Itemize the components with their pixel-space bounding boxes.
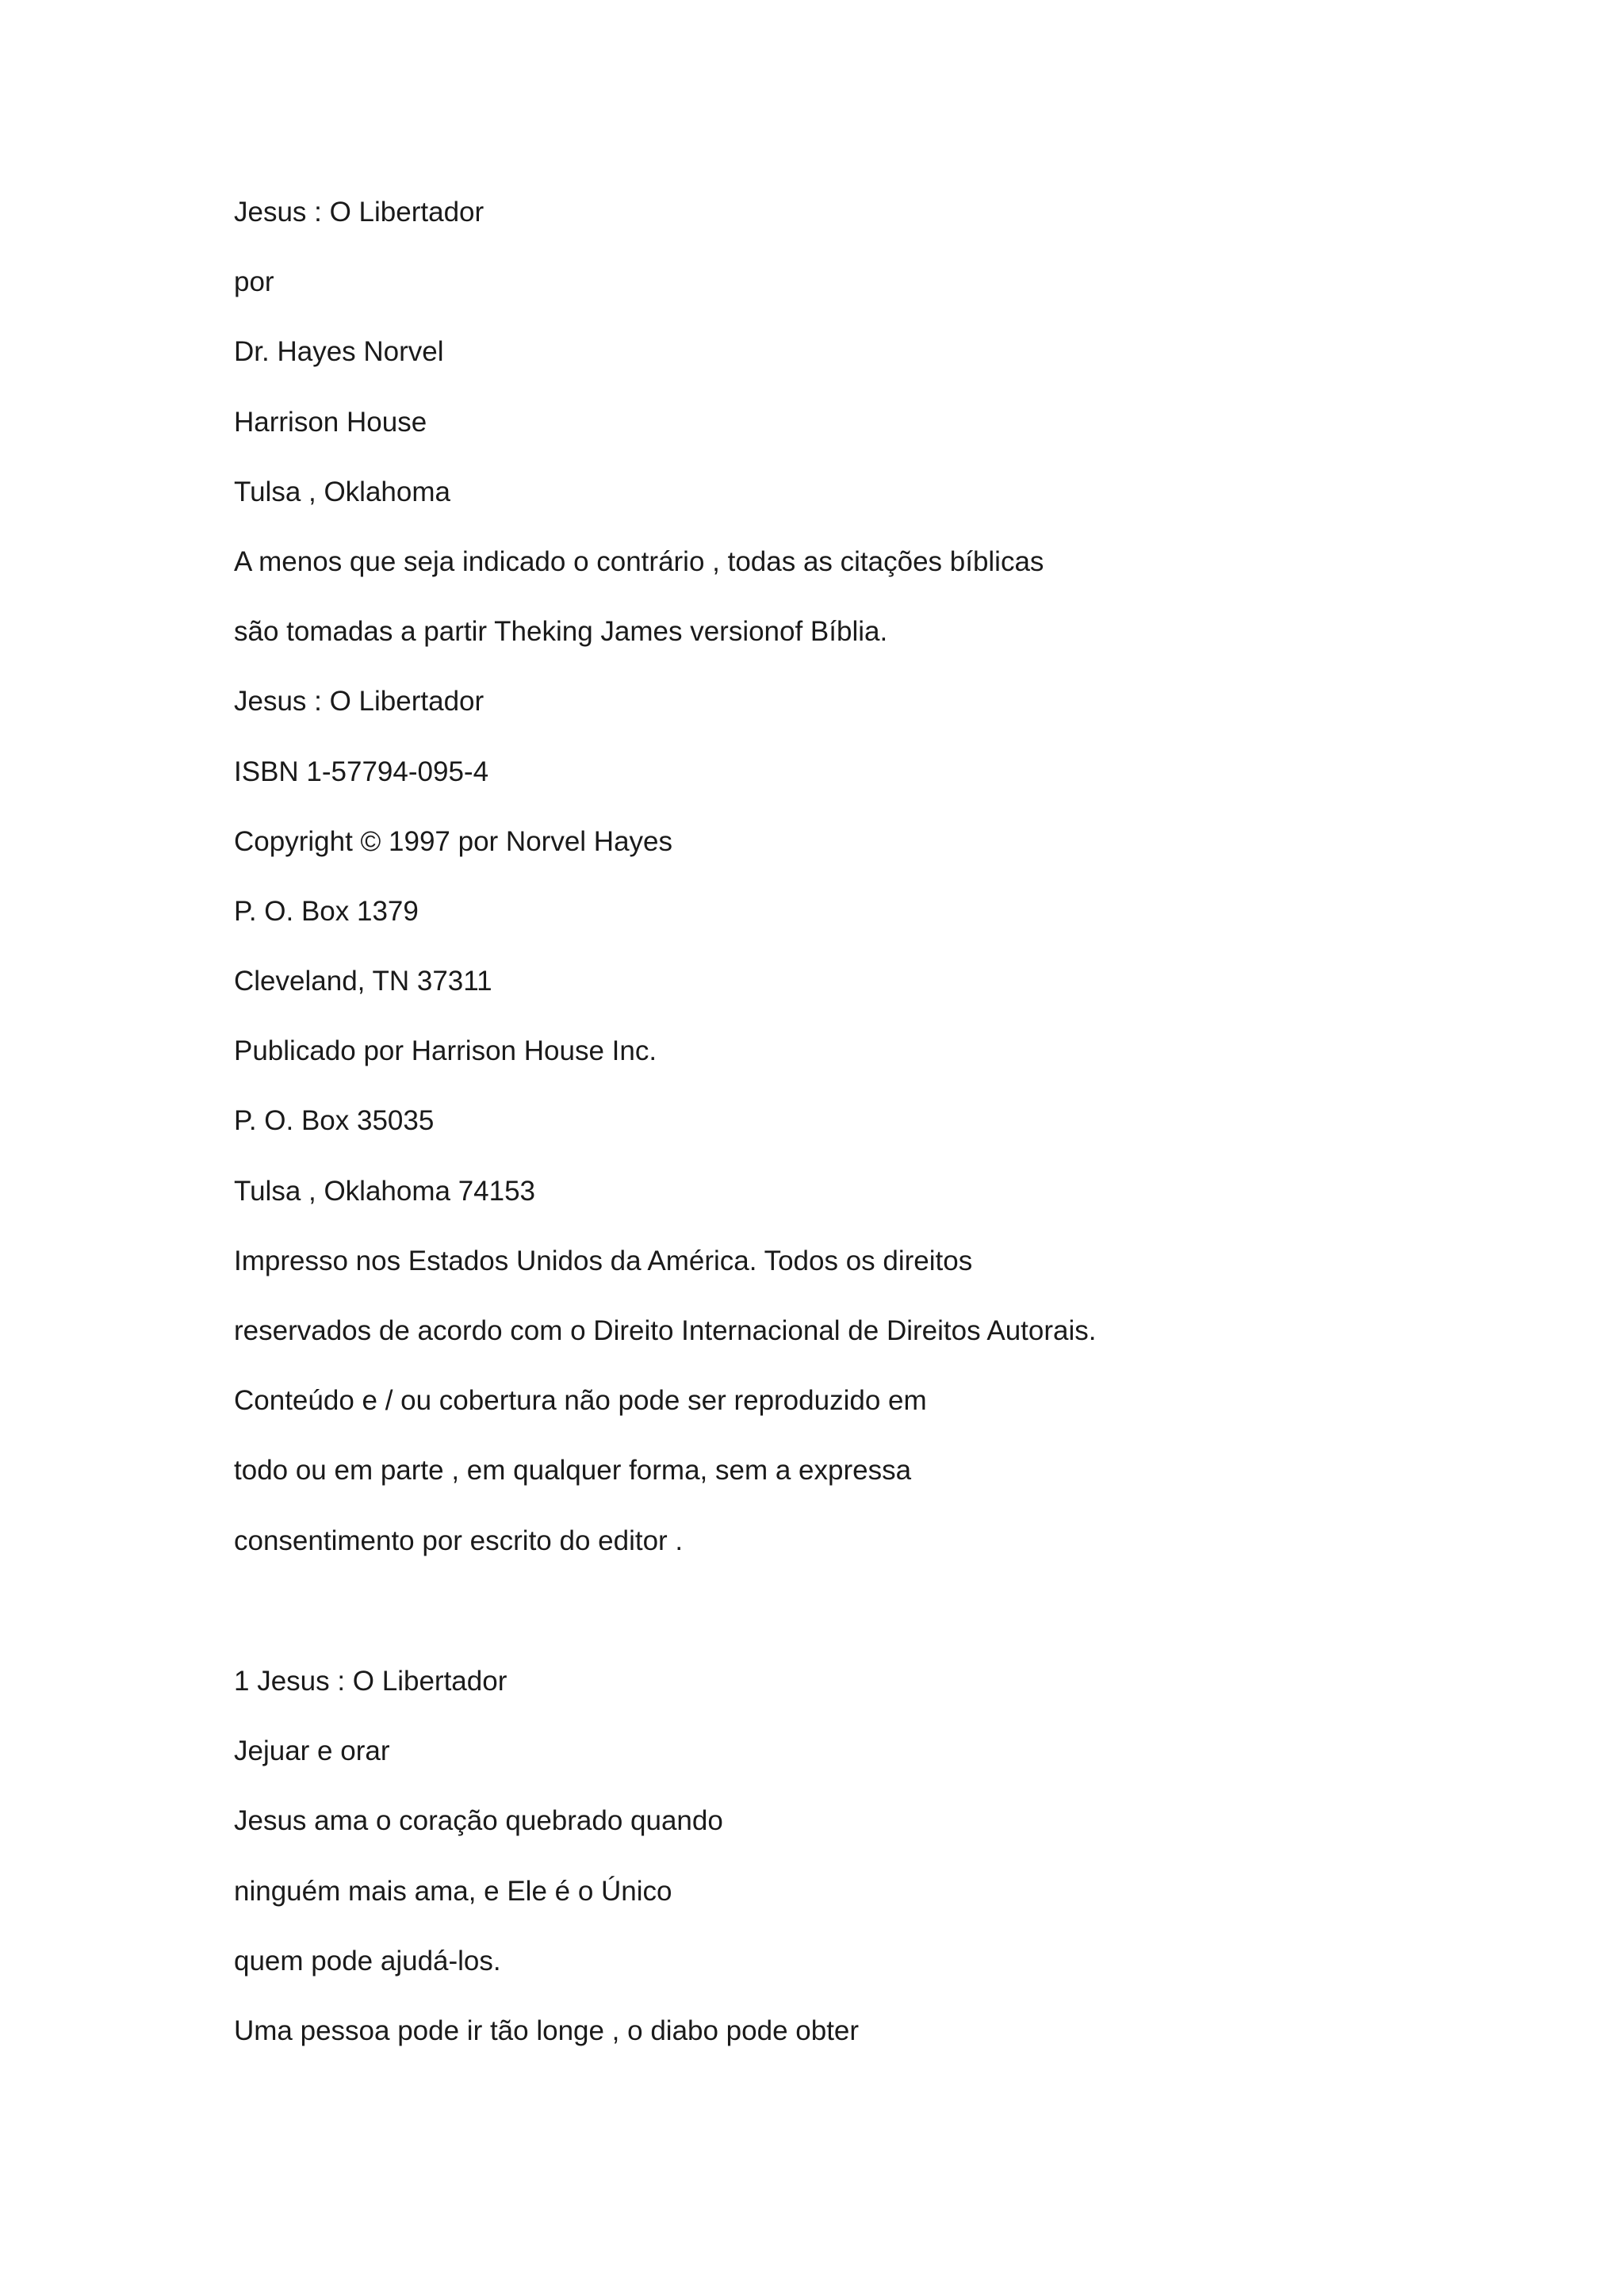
scripture-note-line-2: são tomadas a partir Theking James versionof Bíblia.	[234, 616, 888, 648]
publisher-name: Harrison House	[234, 406, 427, 438]
rights-line-4: todo ou em parte , em qualquer forma, sem a expressa	[234, 1455, 912, 1487]
rights-line-1: Impresso nos Estados Unidos da América. Todos os direitos	[234, 1245, 973, 1276]
chapter-subheading: Jejuar e orar	[234, 1735, 390, 1767]
by-line: por	[234, 266, 274, 298]
book-title-repeat: Jesus : O Libertador	[234, 686, 485, 718]
body-line-1: Jesus ama o coração quebrado quando	[234, 1805, 723, 1837]
author-po-box: P. O. Box 1379	[234, 895, 419, 927]
body-line-2: ninguém mais ama, e Ele é o Único	[234, 1875, 672, 1907]
rights-line-2: reservados de acordo com o Direito Internacional de Direitos Autorais.	[234, 1315, 1097, 1346]
author-city: Cleveland, TN 37311	[234, 966, 492, 997]
rights-line-5: consentimento por escrito do editor .	[234, 1525, 684, 1556]
published-by: Publicado por Harrison House Inc.	[234, 1035, 657, 1067]
rights-line-3: Conteúdo e / ou cobertura não pode ser reproduzido em	[234, 1385, 927, 1417]
chapter-heading: 1 Jesus : O Libertador	[234, 1666, 508, 1697]
chapter-1	[234, 1665, 1503, 2048]
publisher-city-zip: Tulsa , Oklahoma 74153	[234, 1175, 536, 1207]
scripture-note-line-1: A menos que seja indicado o contrário , todas as citações bíblicas	[234, 545, 1044, 577]
isbn: ISBN 1-57794-095-4	[234, 756, 489, 787]
copyright: Copyright © 1997 por Norvel Hayes	[234, 825, 672, 857]
publisher-city: Tulsa , Oklahoma	[234, 476, 450, 507]
author-name: Dr. Hayes Norvel	[234, 336, 444, 368]
body-line-3: quem pode ajudá-los.	[234, 1945, 501, 1976]
front-matter	[234, 196, 1503, 1558]
body-line-4: Uma pessoa pode ir tão longe , o diabo pode obter	[234, 2015, 860, 2046]
book-title: Jesus : O Libertador	[234, 197, 485, 228]
publisher-po-box: P. O. Box 35035	[234, 1105, 435, 1137]
